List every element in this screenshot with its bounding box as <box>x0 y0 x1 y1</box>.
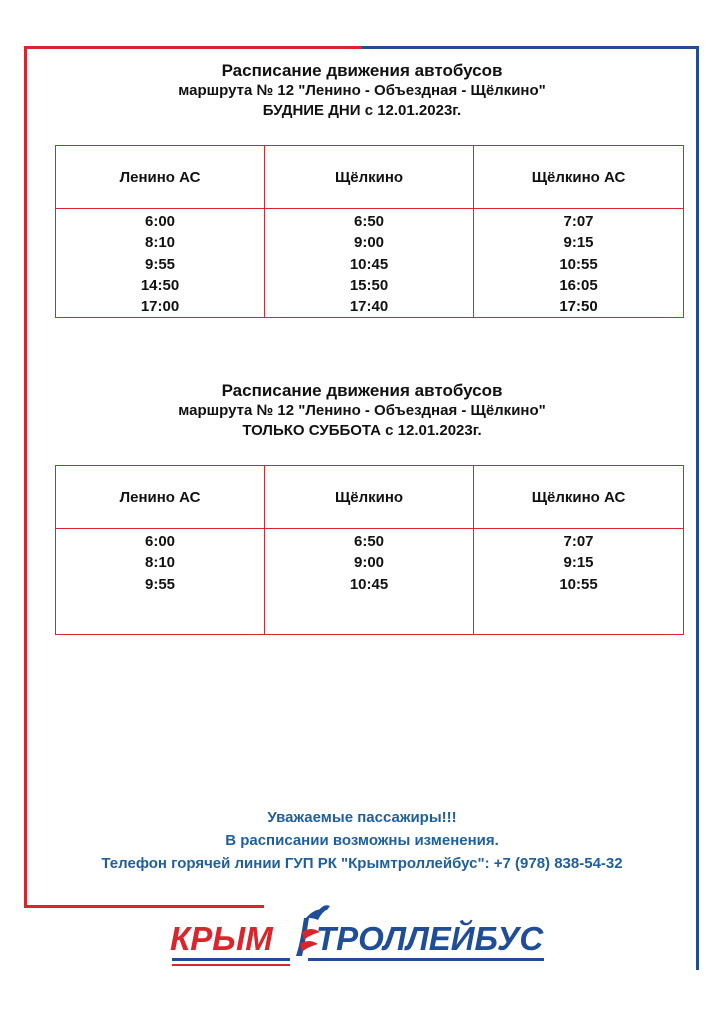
departure-time: 9:55 <box>144 255 176 273</box>
frame-left-red <box>24 46 27 908</box>
column-header: Щёлкино <box>265 466 474 529</box>
times-cell-lenino <box>56 209 265 318</box>
departure-time: 7:07 <box>563 213 594 230</box>
departure-time: 8:10 <box>144 554 176 572</box>
column-header: Щёлкино <box>265 146 474 209</box>
saturday-title: Расписание движения автобусов <box>221 381 503 400</box>
departure-time: 17:40 <box>349 298 389 316</box>
saturday-route: маршрута № 12 "Ленино - Объездная - Щёлкино" <box>178 402 546 419</box>
logo-left-text: КРЫМ <box>170 920 273 957</box>
passenger-notice <box>0 806 724 875</box>
times-cell-lenino <box>56 529 265 635</box>
departure-time: 6:50 <box>353 533 385 550</box>
departure-time: 10:45 <box>349 575 389 593</box>
departure-time: 6:00 <box>144 213 176 230</box>
departure-time: 10:45 <box>349 255 389 273</box>
departure-time: 9:55 <box>144 575 176 593</box>
column-header: Ленино АС <box>56 466 265 529</box>
departure-time: 9:00 <box>353 234 385 252</box>
logo-right-text: ТРОЛЛЕЙБУС <box>316 920 544 957</box>
departure-time: 9:15 <box>563 554 594 572</box>
logo-underline-left <box>172 958 290 961</box>
departure-time: 17:00 <box>140 298 180 316</box>
saturday-heading <box>0 381 724 441</box>
departure-time: 6:00 <box>144 533 176 550</box>
table-header-row <box>56 146 684 209</box>
weekday-schedule-table <box>55 145 684 318</box>
weekday-heading <box>0 61 724 121</box>
table-times-row <box>56 529 684 635</box>
weekday-route: маршрута № 12 "Ленино - Объездная - Щёлкино" <box>178 82 546 99</box>
saturday-period: ТОЛЬКО СУББОТА с 12.01.2023г. <box>242 422 482 439</box>
logo-underline-left-red <box>172 964 290 966</box>
table-header-row <box>56 466 684 529</box>
departure-time: 15:50 <box>349 276 389 294</box>
departure-time: 16:05 <box>559 276 598 294</box>
departure-time: 10:55 <box>559 255 598 273</box>
table-times-row <box>56 209 684 318</box>
column-header: Ленино АС <box>56 146 265 209</box>
notice-changes: В расписании возможны изменения. <box>225 832 499 849</box>
logo-underline-right <box>308 958 544 961</box>
weekday-period: БУДНИЕ ДНИ с 12.01.2023г. <box>262 102 462 119</box>
frame-top-blue <box>362 46 699 49</box>
weekday-title: Расписание движения автобусов <box>221 61 503 80</box>
times-cell-shchelkino <box>265 209 474 318</box>
times-cell-shchelkino-as <box>474 209 684 318</box>
times-cell-shchelkino <box>265 529 474 635</box>
departure-time: 6:50 <box>353 213 385 230</box>
departure-time: 8:10 <box>144 234 176 252</box>
notice-hotline: Телефон горячей линии ГУП РК "Крымтроллейбус": +7 (978) 838-54-32 <box>101 855 623 872</box>
departure-time: 14:50 <box>140 276 180 294</box>
column-header: Щёлкино АС <box>474 146 684 209</box>
frame-top-red <box>24 46 362 49</box>
departure-time: 17:50 <box>559 298 598 316</box>
departure-time: 9:00 <box>353 554 385 572</box>
saturday-schedule-table <box>55 465 684 635</box>
times-cell-shchelkino-as <box>474 529 684 635</box>
column-header: Щёлкино АС <box>474 466 684 529</box>
departure-time: 9:15 <box>563 234 594 252</box>
krymtrolleybus-logo <box>168 900 548 972</box>
departure-time: 7:07 <box>563 533 594 550</box>
notice-greeting: Уважаемые пассажиры!!! <box>267 809 457 826</box>
departure-time: 10:55 <box>559 575 598 593</box>
